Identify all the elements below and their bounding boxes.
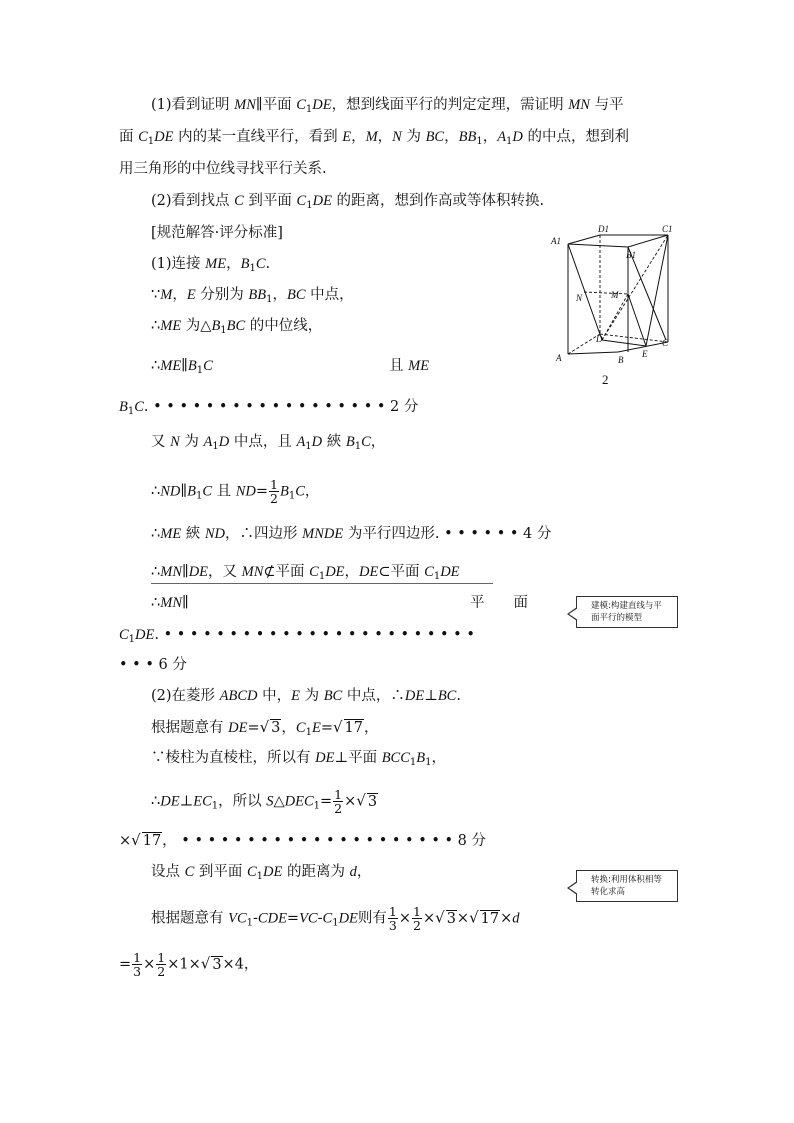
callout-conversion: 转换:利用体积相等 转化求高 xyxy=(576,870,678,902)
section-label: [规范解答·评分标准] xyxy=(151,225,283,241)
label-D1: D1 xyxy=(598,224,609,234)
fraction-half: $\frac{1}{2}$ xyxy=(270,477,278,506)
proof2-line-1: (2)在菱形 ABCD 中，E 为 BC 中点，∴DE⊥BC. xyxy=(151,688,461,704)
edge-ab xyxy=(568,352,618,354)
proof1-line-5: $B_1C$. • • • • • • • • • • • • • • • • • • 2 分 xyxy=(119,399,419,417)
analysis-line-4: (2)看到找点 C 到平面 $C_1DE$ 的距离，想到作高或等体积转换. xyxy=(151,193,545,211)
proof1-line-4-right: 且 ME xyxy=(389,358,430,374)
label-B1: B1 xyxy=(626,250,636,260)
proof1-line-10-right: 平 面 xyxy=(470,595,528,611)
hidden-line-mn xyxy=(584,292,628,294)
proof2-line-2: 根据题意有 DE=√ 3，$C_1E=√$ 17， xyxy=(151,718,379,738)
prism-figure xyxy=(548,222,678,392)
line-de xyxy=(602,340,646,346)
analysis-line-1: (1)看到证明 MN∥平面 $C_1DE$，想到线面平行的判定定理，需证明 MN 与平 xyxy=(151,97,624,115)
label-A1: A1 xyxy=(551,236,561,246)
proof1-line-10: ∴MN∥ xyxy=(151,595,189,611)
proof1-line-7: $\therefore ND\parallel B_1C$ 且 ND= $\frac{1}{2}$ $B_1C$， xyxy=(151,477,320,506)
label-A: A xyxy=(556,353,562,363)
proof2-line-4: $\therefore DE\perp EC_1$，所以 $S\triangle DEC_1=$ $\frac{1}{2}$ ×√ 3 xyxy=(151,787,378,816)
proof2-line-6: 设点 C 到平面 $C_1DE$ 的距离为 d， xyxy=(151,864,372,882)
proof2-line-3: ∵棱柱为直棱柱，所以有 DE⊥平面 $BCC_1B_1$， xyxy=(151,750,447,768)
line-c1e xyxy=(646,235,668,346)
label-B: B xyxy=(618,355,624,365)
proof1-line-4: $\therefore ME\parallel B_1C$ xyxy=(151,358,213,376)
proof2-line-7: 根据题意有 $VC_1-CDE=VC-C_1DE$则有 $\frac{1}{3}$ × $\frac{1}{2}$ ×√ 3×√ 17×d xyxy=(151,904,520,933)
analysis-line-2: 面 $C_1DE$ 内的某一直线平行，看到 E，M，N 为 BC，$BB_1$，$A_1D$ 的中点，想到利 xyxy=(119,129,630,147)
proof1-line-3: ∴ME 为$\triangle B_1BC$ 的中位线， xyxy=(151,318,323,336)
figure-caption: 2 xyxy=(602,372,609,387)
proof1-line-9: ∴MN∥DE，又 MN⊄平面 $C_1DE$，DE⊂平面 $C_1DE$ xyxy=(151,564,460,582)
callout-modeling: 建模:构建直线与平 面平行的模型 xyxy=(576,596,678,628)
proof1-line-6: 又 N 为 $A_1D$ 中点，且 $A_1D$ 綊 $B_1C$， xyxy=(151,434,386,452)
edge-a1b1 xyxy=(568,244,628,247)
label-E: E xyxy=(642,349,648,359)
proof1-line-8: ∴ME 綊 ND，∴四边形 MNDE 为平行四边形. • • • • • • 4 分 xyxy=(151,526,552,542)
proof1-line-2: ∵M，E 分别为 $BB_1$，BC 中点， xyxy=(151,287,354,305)
analysis-line-3: 用三角形的中位线寻找平行关系. xyxy=(119,161,327,177)
proof2-line-8: = $\frac{1}{3}$ × $\frac{1}{2}$ ×1×√ 3×4， xyxy=(119,950,259,979)
proof1-line-11: $C_1DE$. • • • • • • • • • • • • • • • • • • • • • • • • xyxy=(119,627,475,645)
proof2-line-5: ×√ 17， • • • • • • • • • • • • • • • • • • • • • 8 分 xyxy=(119,831,487,849)
proof1-line-1: (1)连接 ME，$B_1C$. xyxy=(151,256,271,274)
line-b1c xyxy=(628,247,666,340)
proof1-line-12: • • • 6 分 xyxy=(119,657,187,673)
edge-a1d1 xyxy=(568,235,600,244)
underline xyxy=(151,583,493,584)
label-C1: C1 xyxy=(662,224,673,234)
label-D: D xyxy=(596,334,603,344)
label-N: N xyxy=(576,293,583,303)
label-M: M xyxy=(611,290,619,300)
fraction-half: $\frac{1}{2}$ xyxy=(334,787,343,816)
label-C: C xyxy=(662,338,669,348)
